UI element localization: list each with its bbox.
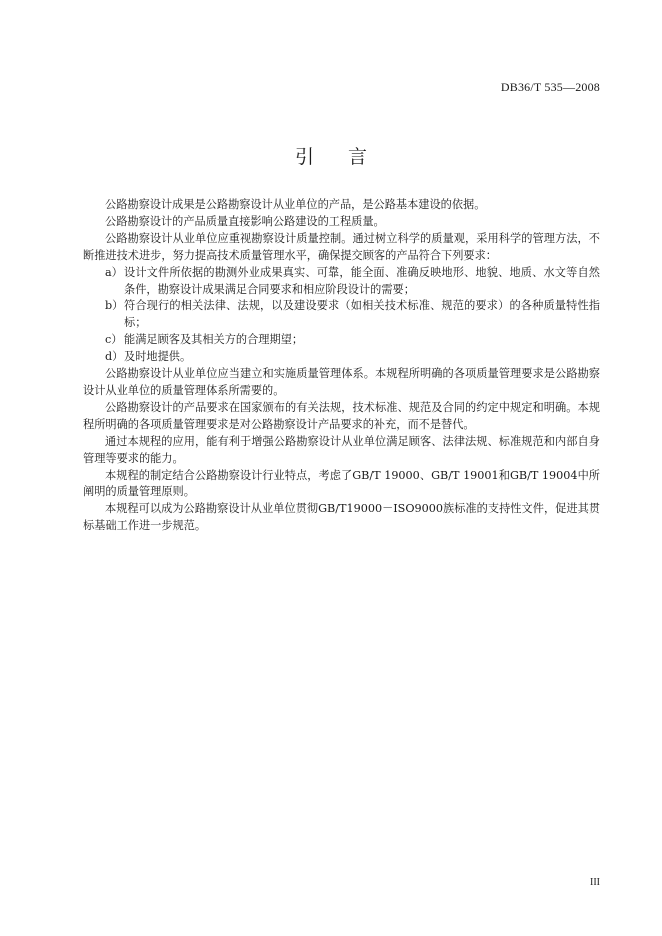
list-item-text: 设计文件所依据的勘测外业成果真实、可靠，能全面、准确反映地形、地貌、地质、水文等自然条件，勘察设计成果满足合同要求和相应阶段设计的需要； (124, 265, 600, 296)
list-marker: b） (105, 299, 124, 313)
paragraph: 本规程可以成为公路勘察设计从业单位贯彻GB/T19000－ISO9000族标准的支持性文件，促进其贯标基础工作进一步规范。 (83, 502, 600, 533)
list-item (83, 332, 600, 349)
list-item (83, 298, 600, 332)
paragraph: 通过本规程的应用，能有利于增强公路勘察设计从业单位满足顾客、法律法规、标准规范和内部自身管理等要求的能力。 (83, 434, 600, 465)
list-item (83, 265, 600, 299)
paragraph: 公路勘察设计从业单位应当建立和实施质量管理体系。本规程所明确的各项质量管理要求是公路勘察设计从业单位的质量管理体系所需要的。 (83, 367, 600, 397)
document-code: DB36/T 535—2008 (500, 80, 600, 94)
paragraph: 公路勘察设计从业单位应重视勘察设计质量控制。通过树立科学的质量观，采用科学的管理方法，不断推进技术进步，努力提高技术质量管理水平，确保提交顾客的产品符合下列要求： (83, 231, 600, 262)
paragraph: 公路勘察设计的产品质量直接影响公路建设的工程质量。 (105, 214, 385, 228)
paragraph: 本规程的制定结合公路勘察设计行业特点，考虑了GB/T 19000、GB/T 19001和GB/T 19004中所阐明的质量管理原则。 (83, 468, 600, 499)
list-marker: a） (105, 265, 123, 279)
list-item-text: 及时地提供。 (124, 350, 192, 364)
paragraph: 公路勘察设计成果是公路勘察设计从业单位的产品，是公路基本建设的依据。 (105, 198, 486, 211)
document-body (83, 197, 600, 535)
list-marker: c） (105, 333, 123, 347)
list-item-text: 能满足顾客及其相关方的合理期望； (124, 333, 304, 347)
list-item-text: 符合现行的相关法律、法规，以及建设要求（如相关技术标准、规范的要求）的各种质量特性指标； (124, 299, 600, 330)
list-marker: d） (105, 350, 124, 364)
page-title: 引言 (294, 146, 401, 168)
page-number: III (590, 877, 600, 888)
paragraph: 公路勘察设计的产品要求在国家颁布的有关法规，技术标准、规范及合同的约定中规定和明确。本规程所明确的各项质量管理要求是对公路勘察设计产品要求的补充，而不是替代。 (83, 400, 600, 431)
list-item (83, 349, 600, 366)
